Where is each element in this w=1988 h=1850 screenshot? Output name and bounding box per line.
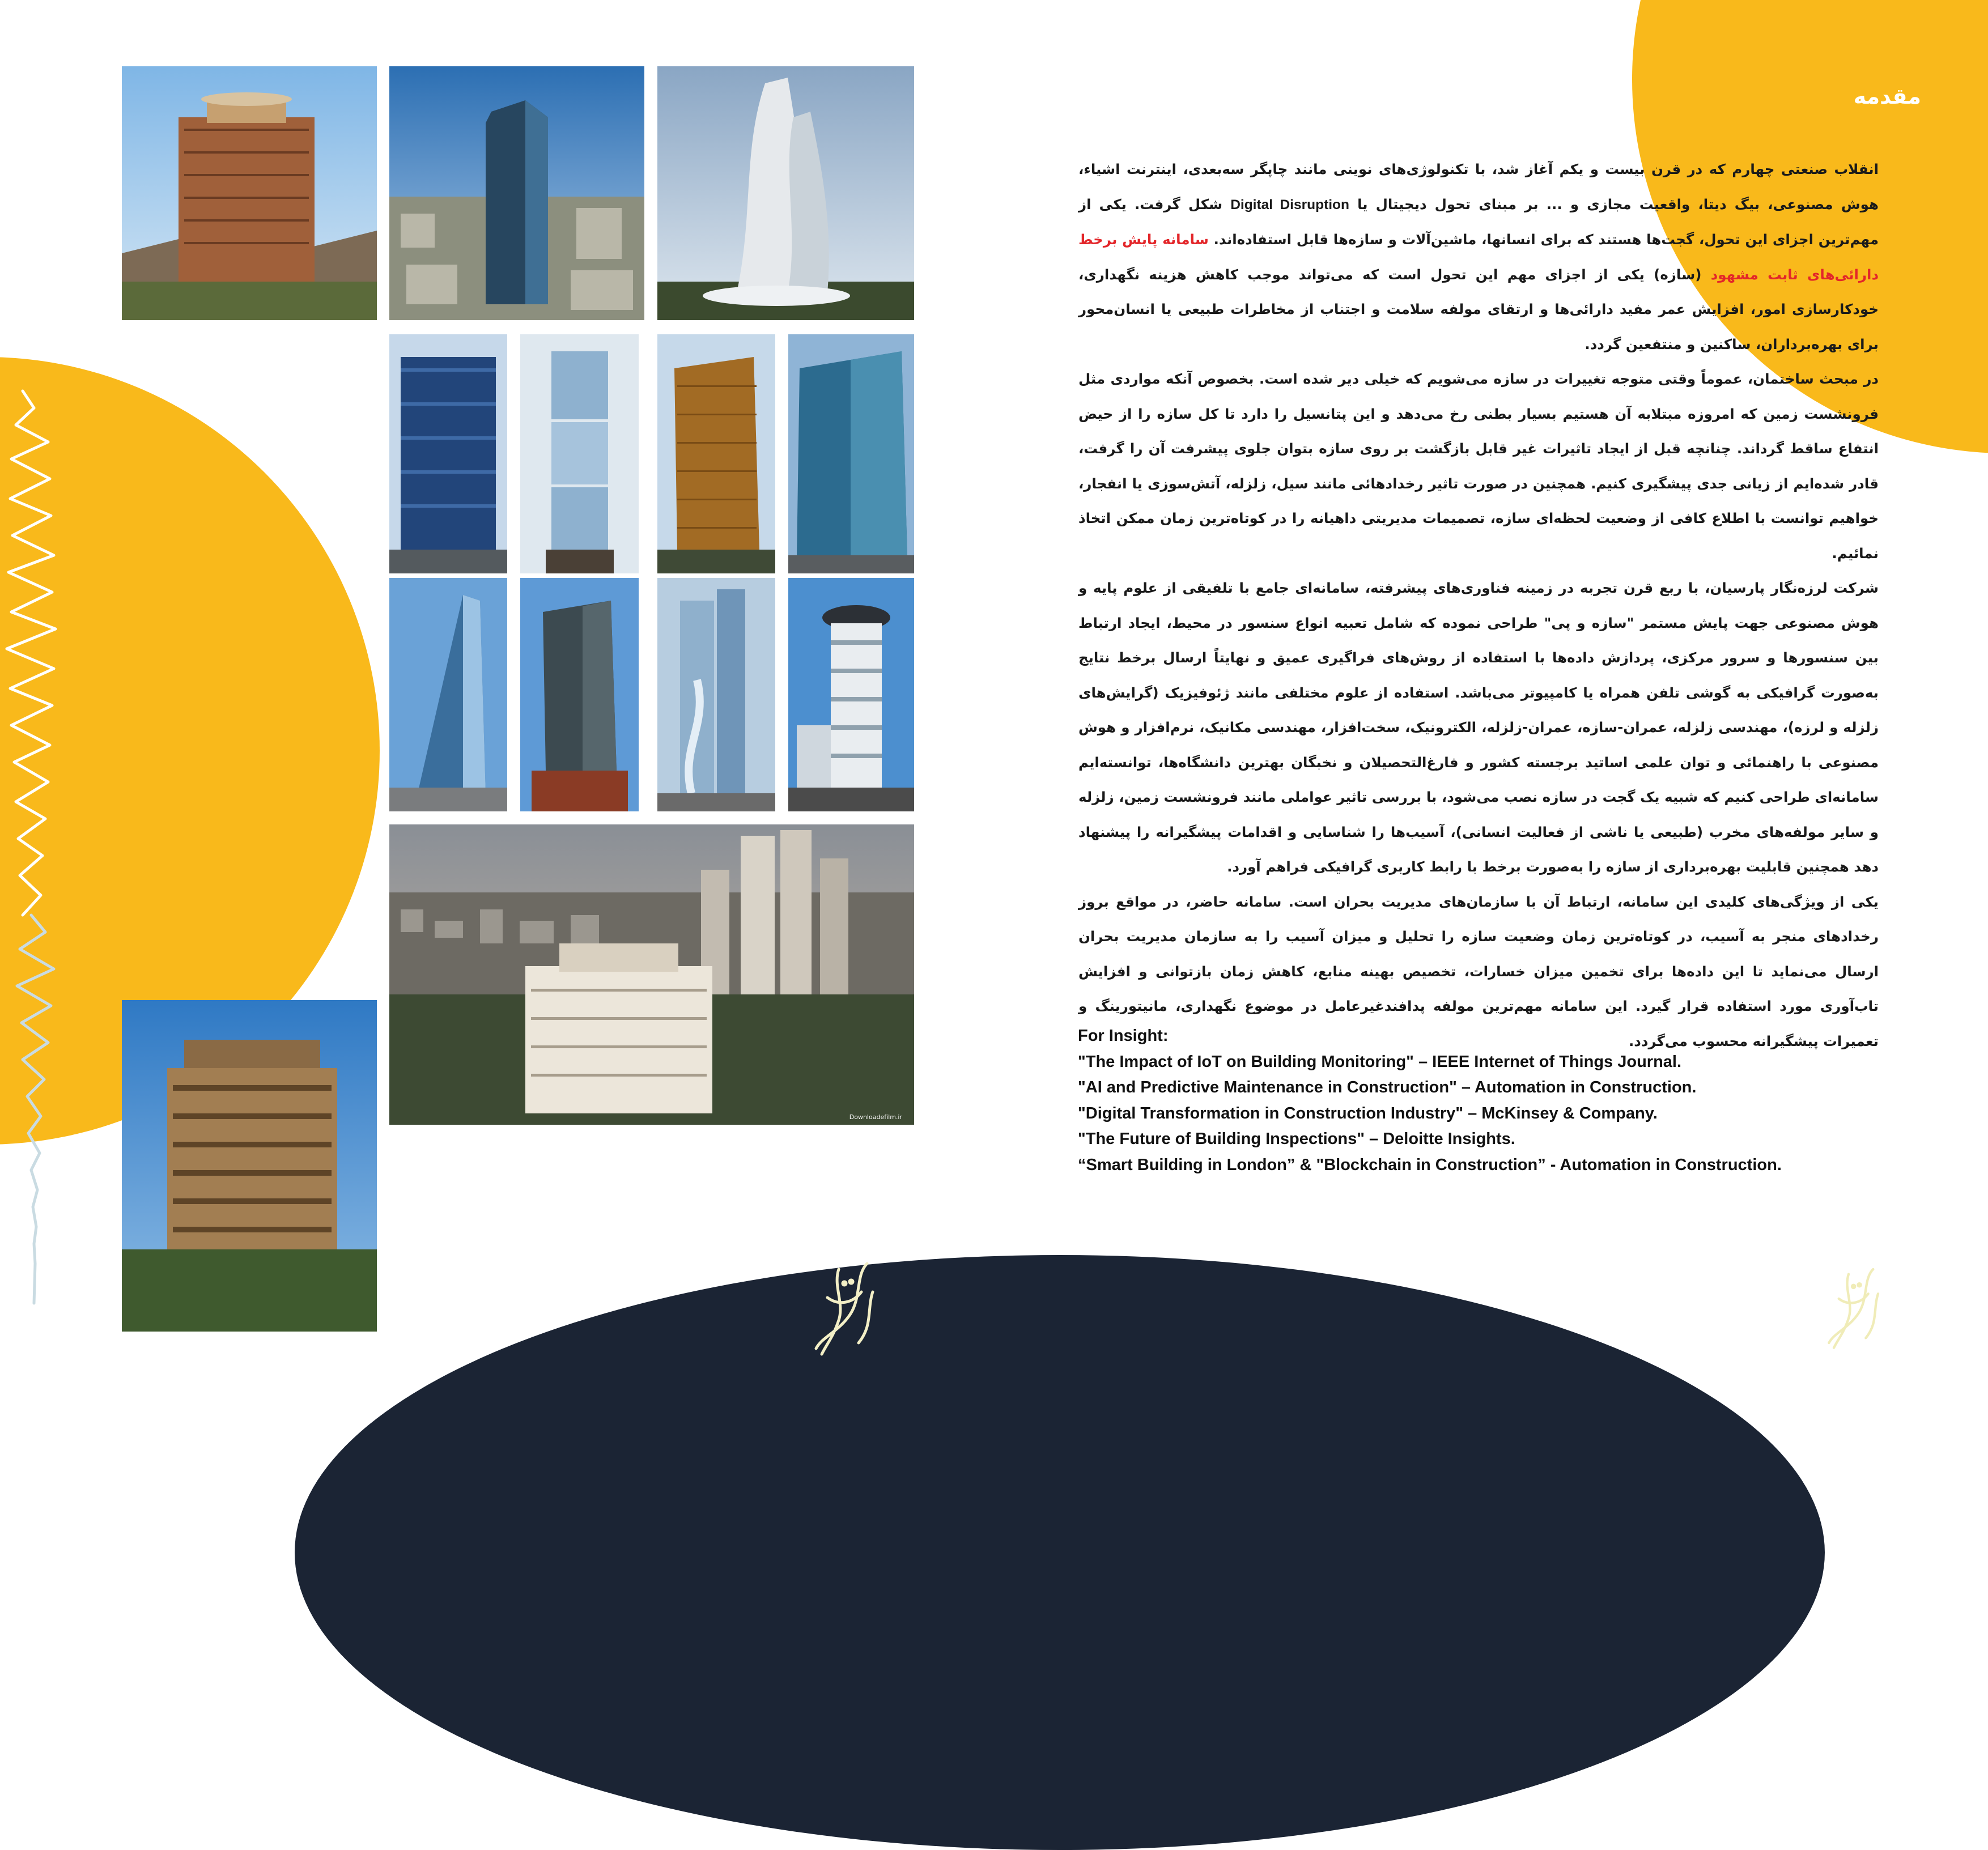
reference-item: "AI and Predictive Maintenance in Construction" – Automation in Construction. (1078, 1078, 1697, 1096)
photo-curved-glass-towers (657, 578, 775, 811)
references-heading: For Insight: (1078, 1027, 1169, 1045)
photo-blue-glass-tower (389, 334, 507, 573)
reference-item: "Digital Transformation in Construction Industry" – McKinsey & Company. (1078, 1104, 1658, 1122)
darapishan-logo-bottom-center (805, 1252, 890, 1360)
photo-glass-tower-city (389, 66, 644, 320)
seismograph-wave-decoration (0, 385, 96, 1309)
photo-stacked-glass-tower (520, 334, 639, 573)
photo-dark-tower-brick-base (520, 578, 639, 811)
photo-bronze-tower (657, 334, 775, 573)
photo-espinas-hotel (122, 66, 377, 320)
paragraph-1-part-1: انقلاب صنعتی چهارم که در قرن بیست و یکم آغاز شد، با تکنولوژی‌های نوینی مانند چاپگر سه‌بعدی، اینترنت اشیاء، هوش مصنوعی، بیگ دیتا، واقعیت مجازی و ... بر مبنای تحول دیجیتال یا (1078, 161, 1879, 212)
paragraph-crisis-management: یکی از ویژگی‌های کلیدی این سامانه، ارتباط آن با سازمان‌های مدیریت بحران است. سامانه حاضر، در مواقع بروز رخدادهای منجر به آسیب، در کوتاه‌ترین زمان وضعیت سازه را تحلیل و میزان آسیب را به سازمان مدیریت بحران ارسال می‌نماید تا این داده‌ها برای تخمین میزان خسارات، تخصیص بهینه منابع، کاهش زمان بازتوانی و افزایش تاب‌آوری مورد استفاده قرار گیرد. این سامانه مهم‌ترین مولفه پدافندغیرعامل در موضوع نگهداری، مانیتورینگ و تعمیرات پیشگیرانه محسوب می‌گردد. (1078, 893, 1879, 1049)
reference-item: “Smart Building in London” & "Blockchain in Construction” - Automation in Construction. (1078, 1155, 1782, 1174)
photo-tehran-skyline (389, 824, 914, 1125)
photo-teal-glass-tower (788, 334, 914, 573)
paragraph-1-part-3: (سازه) یکی از اجزای مهم این تحول است که می‌تواند موجب کاهش هزینه نگهداری، خودکارسازی امور، افزایش عمر مفید دارائی‌ها و ارتقای مولفه سلامت و اجتناب از مخاطرات طبیعی یا انسان‌محور برای بهره‌برداران، ساکنین و منتفعین گردد. (1078, 266, 1879, 352)
paragraph-1-part-2: شکل گرفت. یکی از مهم‌ترین اجزای این تحول، گجت‌ها هستند که برای انسانها، ماشین‌آلات و سازه‌ها قابل استفاده‌اند. (1078, 195, 1879, 248)
reference-item: "The Future of Building Inspections" – Deloitte Insights. (1078, 1130, 1515, 1148)
navy-bottom-arc (295, 1255, 1825, 1850)
page-title: مقدمه (1853, 84, 1921, 109)
photo-twisted-glass-towers (657, 66, 914, 320)
digital-disruption-term: Digital Disruption (1230, 197, 1349, 212)
photo-wedge-glass-tower (389, 578, 507, 811)
references-section (1078, 1023, 1928, 1178)
photo-round-top-tower (788, 578, 914, 811)
paragraph-building-changes: در مبحث ساختمان، عموماً وقتی متوجه تغییرات در سازه می‌شویم که خیلی دیر شده است. بخصوص آنکه مواردی مثل فرونشست زمین که امروزه مبتلابه آن هستیم بسیار بطنی رخ می‌دهد و این پتانسیل را دارد تا کل سازه را از حیض انتفاع ساقط گرداند. چنانچه قبل از ایجاد تاثیرات غیر قابل بازگشت بر روی سازه بتوان جلوی پیشرفت آن را گرفت، قادر شده‌ایم از زیانی جدی پیشگیری کنیم. همچنین در صورت تاثیر رخدادهائی مانند سیل، زلزله، آتش‌سوزی یا انفجار، خواهیم توانست با اطلاع کافی از وضعیت لحظه‌ای سازه، تصمیمات مدیریتی داهیانه را در کوتاه‌ترین زمان ممکن اتخاذ نمائیم. (1078, 371, 1879, 562)
reference-item: "The Impact of IoT on Building Monitoring" – IEEE Internet of Things Journal. (1078, 1052, 1682, 1071)
intro-body-text (1078, 152, 1879, 1058)
darapishan-logo-bottom-right (1819, 1258, 1893, 1354)
photo-brutalist-building (122, 1000, 377, 1332)
paragraph-industrial-revolution (1078, 152, 1879, 362)
paragraph-company-system: شرکت لرزه‌نگار پارسیان، با ربع قرن تجربه در زمینه فناوری‌های پیشرفته، سامانه‌ای جامع با تلفیقی از علوم پایه و هوش مصنوعی جهت پایش مستمر "سازه و پی" طراحی نموده که شامل تعبیه انواع سنسور در محیط، ایجاد ارتباط بین سنسورها و سرور مرکزی، پردازش داده‌ها با استفاده از روش‌های فراگیری عمیق و نهایتاً ارسال برخط نتایج به‌صورت گرافیکی به گوشی تلفن همراه یا کامپیوتر می‌باشد. استفاده از علوم مختلفی مانند ژئوفیزیک (گرایش‌های زلزله و لرزه)، مهندسی زلزله، عمران-سازه، عمران-زلزله، الکترونیک، سخت‌افزار، مهندسی مکانیک، نرم‌افزار و هوش مصنوعی با راهنمائی و توان علمی اساتید برجسته کشور و فارغ‌التحصیلان و نخبگان بهترین دانشگاه‌ها، توانسته‌ایم سامانه‌ای طراحی کنیم که شبیه یک گجت در سازه نصب می‌شود، با بررسی تاثیر عواملی مانند فرونشست زمین، زلزله و سایر مولفه‌های مخرب (طبیعی یا ناشی از فعالیت انسانی)، آسیب‌ها را شناسایی و اقدامات پیشگیرانه را پیشنهاد دهد همچنین قابلیت بهره‌برداری از سازه را به‌صورت برخط با رابط کاربری گرافیکی فراهم آورد. (1078, 580, 1879, 875)
photo-watermark: Downloadefilm.ir (849, 1113, 902, 1121)
highlighted-system-name: سامانه پایش برخط دارائی‌های ثابت مشهود (1078, 231, 1879, 283)
